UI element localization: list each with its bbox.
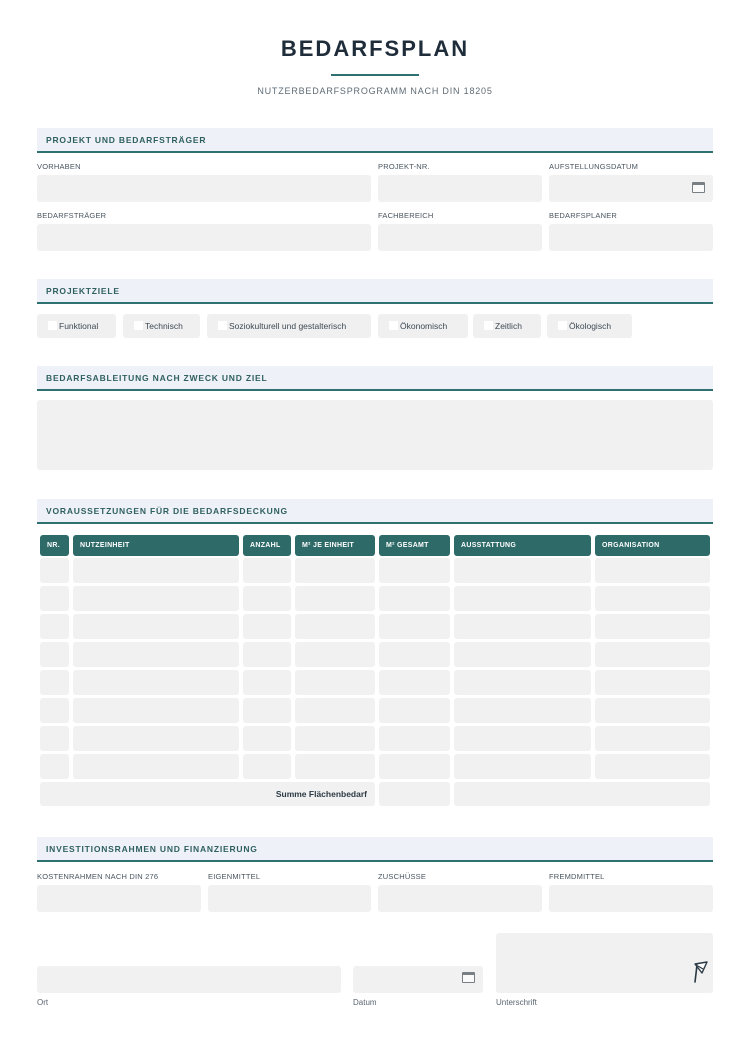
eigenmittel-field[interactable]: [208, 885, 371, 912]
nr-cell[interactable]: [40, 726, 69, 751]
column-header-label: M² GESAMT: [386, 542, 429, 549]
m2-gesamt-cell[interactable]: [379, 642, 450, 667]
anzahl-cell[interactable]: [243, 754, 291, 779]
organisation-cell[interactable]: [595, 670, 710, 695]
checkbox-funktional[interactable]: [37, 314, 116, 338]
column-header-anzahl: [243, 535, 291, 556]
checkbox-technisch[interactable]: [123, 314, 200, 338]
nr-cell[interactable]: [40, 670, 69, 695]
column-header-ausstattung: [454, 535, 591, 556]
m2-gesamt-cell[interactable]: [379, 586, 450, 611]
m2-je-einheit-cell[interactable]: [295, 586, 375, 611]
section-title: BEDARFSABLEITUNG NACH ZWECK UND ZIEL: [46, 373, 268, 383]
zuschuesse-field[interactable]: [378, 885, 542, 912]
fremdmittel-label: FREMDMITTEL: [549, 872, 605, 881]
column-header-label: NUTZEINHEIT: [80, 542, 130, 549]
anzahl-cell[interactable]: [243, 586, 291, 611]
ausstattung-cell[interactable]: [454, 726, 591, 751]
ausstattung-cell[interactable]: [454, 642, 591, 667]
bedarfsplaner-field[interactable]: [549, 224, 713, 251]
m2-gesamt-cell[interactable]: [379, 754, 450, 779]
nr-cell[interactable]: [40, 754, 69, 779]
projekt-nr-label: PROJEKT-NR.: [378, 162, 430, 171]
projekt-nr-field[interactable]: [378, 175, 542, 202]
organisation-cell[interactable]: [595, 614, 710, 639]
nutzeinheit-cell[interactable]: [73, 670, 239, 695]
m2-gesamt-cell[interactable]: [379, 670, 450, 695]
ausstattung-cell[interactable]: [454, 754, 591, 779]
aufstellungsdatum-label: AUFSTELLUNGSDATUM: [549, 162, 639, 171]
nutzeinheit-cell[interactable]: [73, 614, 239, 639]
signature-field[interactable]: [496, 933, 713, 993]
nutzeinheit-cell[interactable]: [73, 642, 239, 667]
organisation-cell[interactable]: [595, 558, 710, 583]
vorhaben-field[interactable]: [37, 175, 371, 202]
section-title: VORAUSSETZUNGEN FÜR DIE BEDARFSDECKUNG: [46, 506, 288, 516]
checkbox-box[interactable]: [134, 321, 143, 330]
sum-m2-gesamt-field[interactable]: [379, 782, 450, 806]
checkbox-box[interactable]: [218, 321, 227, 330]
page-title: BEDARFSPLAN: [280, 36, 470, 61]
nr-cell[interactable]: [40, 614, 69, 639]
nutzeinheit-cell[interactable]: [73, 698, 239, 723]
organisation-cell[interactable]: [595, 754, 710, 779]
fremdmittel-field[interactable]: [549, 885, 713, 912]
column-header-m2-je-einheit: [295, 535, 375, 556]
nutzeinheit-cell[interactable]: [73, 726, 239, 751]
m2-je-einheit-cell[interactable]: [295, 558, 375, 583]
column-header-organisation: [595, 535, 710, 556]
section-header-investitionsrahmen: [37, 837, 713, 862]
m2-gesamt-cell[interactable]: [379, 726, 450, 751]
nr-cell[interactable]: [40, 586, 69, 611]
calendar-icon[interactable]: [692, 182, 705, 193]
nr-cell[interactable]: [40, 558, 69, 583]
ausstattung-cell[interactable]: [454, 558, 591, 583]
m2-je-einheit-cell[interactable]: [295, 614, 375, 639]
unterschrift-label: Unterschrift: [496, 998, 537, 1007]
nr-cell[interactable]: [40, 698, 69, 723]
checkbox-zeitlich[interactable]: [473, 314, 541, 338]
anzahl-cell[interactable]: [243, 642, 291, 667]
column-header-label: NR.: [47, 542, 60, 549]
title-divider: [331, 74, 419, 76]
checkbox-label: Ökonomisch: [400, 321, 448, 331]
m2-je-einheit-cell[interactable]: [295, 754, 375, 779]
anzahl-cell[interactable]: [243, 726, 291, 751]
organisation-cell[interactable]: [595, 726, 710, 751]
m2-gesamt-cell[interactable]: [379, 698, 450, 723]
sum-remarks-field[interactable]: [454, 782, 710, 806]
checkbox-box[interactable]: [48, 321, 57, 330]
column-header-nutzeinheit: [73, 535, 239, 556]
kostenrahmen-field[interactable]: [37, 885, 201, 912]
section-header-bedarfsableitung: [37, 366, 713, 391]
ort-label: Ort: [37, 998, 49, 1007]
checkbox-label: Funktional: [59, 321, 99, 331]
ort-field[interactable]: [37, 966, 341, 993]
checkbox-label: Soziokulturell und gestalterisch: [229, 321, 347, 331]
sum-label-cell: [40, 782, 375, 806]
m2-gesamt-cell[interactable]: [379, 614, 450, 639]
column-header-m2-gesamt: [379, 535, 450, 556]
fachbereich-field[interactable]: [378, 224, 542, 251]
bedarfstraeger-field[interactable]: [37, 224, 371, 251]
m2-je-einheit-cell[interactable]: [295, 670, 375, 695]
kostenrahmen-label: KOSTENRAHMEN NACH DIN 276: [37, 872, 159, 881]
vorhaben-label: VORHABEN: [37, 162, 81, 171]
anzahl-cell[interactable]: [243, 698, 291, 723]
checkbox-box[interactable]: [558, 321, 567, 330]
m2-je-einheit-cell[interactable]: [295, 642, 375, 667]
page-subtitle: NUTZERBEDARFSPROGRAMM NACH DIN 18205: [257, 86, 493, 96]
aufstellungsdatum-field[interactable]: [549, 175, 713, 202]
anzahl-cell[interactable]: [243, 558, 291, 583]
m2-je-einheit-cell[interactable]: [295, 726, 375, 751]
checkbox-box[interactable]: [484, 321, 493, 330]
bedarfstraeger-label: BEDARFSTRÄGER: [37, 211, 107, 220]
organisation-cell[interactable]: [595, 698, 710, 723]
section-title: PROJEKT UND BEDARFSTRÄGER: [46, 135, 207, 145]
m2-gesamt-cell[interactable]: [379, 558, 450, 583]
nr-cell[interactable]: [40, 642, 69, 667]
nutzeinheit-cell[interactable]: [73, 754, 239, 779]
calendar-icon[interactable]: [462, 972, 475, 983]
column-header-nr: [40, 535, 69, 556]
sum-label: Summe Flächenbedarf: [275, 789, 367, 799]
bedarfsplaner-label: BEDARFSPLANER: [549, 211, 618, 220]
m2-je-einheit-cell[interactable]: [295, 698, 375, 723]
checkbox-label: Zeitlich: [495, 321, 522, 331]
eigenmittel-label: EIGENMITTEL: [208, 872, 261, 881]
nutzeinheit-cell[interactable]: [73, 586, 239, 611]
column-header-label: M² JE EINHEIT: [302, 542, 355, 549]
nutzeinheit-cell[interactable]: [73, 558, 239, 583]
fachbereich-label: FACHBEREICH: [378, 211, 434, 220]
ausstattung-cell[interactable]: [454, 698, 591, 723]
section-title: PROJEKTZIELE: [46, 286, 120, 296]
checkbox-label: Ökologisch: [569, 321, 612, 331]
pen-icon: [693, 961, 709, 983]
section-title: INVESTITIONSRAHMEN UND FINANZIERUNG: [46, 844, 258, 854]
bedarfsableitung-textarea[interactable]: [37, 400, 713, 470]
section-header-projektziele: [37, 279, 713, 304]
section-header-projekt: [37, 128, 713, 153]
section-header-voraussetzungen: [37, 499, 713, 524]
zuschuesse-label: ZUSCHÜSSE: [378, 872, 427, 881]
ausstattung-cell[interactable]: [454, 586, 591, 611]
column-header-label: ANZAHL: [250, 542, 281, 549]
anzahl-cell[interactable]: [243, 670, 291, 695]
ausstattung-cell[interactable]: [454, 614, 591, 639]
checkbox-box[interactable]: [389, 321, 398, 330]
column-header-label: AUSSTATTUNG: [461, 542, 517, 549]
datum-label: Datum: [353, 998, 377, 1007]
checkbox-oekonomisch[interactable]: [378, 314, 468, 338]
organisation-cell[interactable]: [595, 642, 710, 667]
checkbox-oekologisch[interactable]: [547, 314, 632, 338]
checkbox-label: Technisch: [145, 321, 183, 331]
ausstattung-cell[interactable]: [454, 670, 591, 695]
organisation-cell[interactable]: [595, 586, 710, 611]
anzahl-cell[interactable]: [243, 614, 291, 639]
checkbox-soziokulturell[interactable]: [207, 314, 371, 338]
column-header-label: ORGANISATION: [602, 542, 660, 549]
